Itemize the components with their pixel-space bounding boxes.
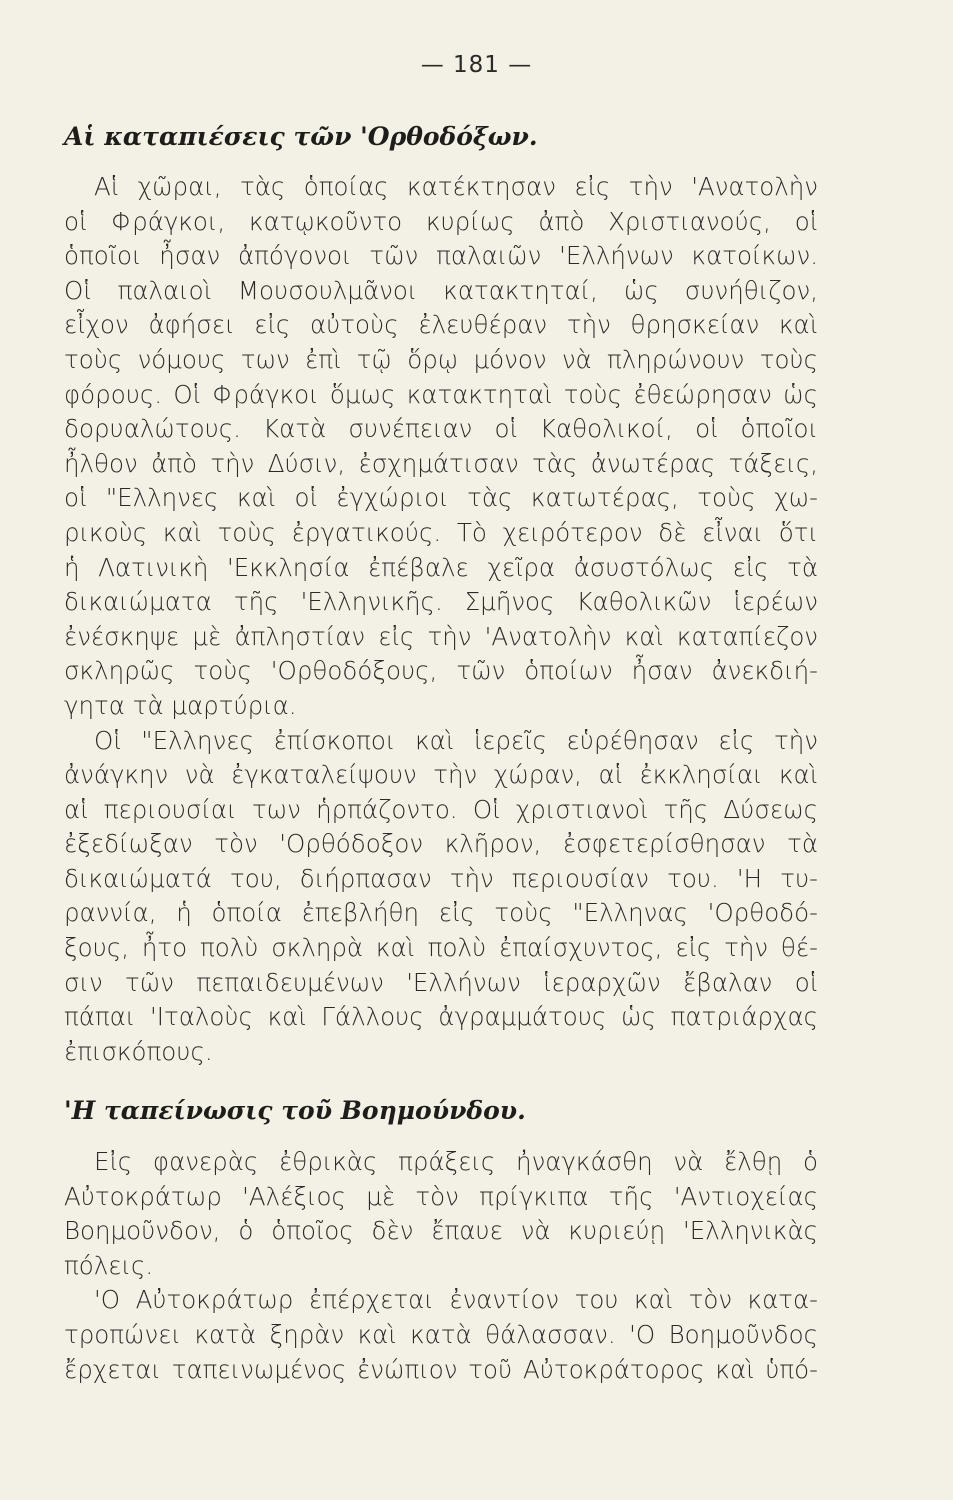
text-line: ἦλθον ἀπὸ τὴν Δύσιν, ἐσχημάτισαν τὰς ἀνωτέρας τάξεις, xyxy=(64,448,818,478)
text-line: οἱ "Ελληνες καὶ οἱ ἐγχώριοι τὰς κατωτέρας, τοὺς χω- xyxy=(64,483,818,513)
text-line: οἱ Φράγκοι, κατῳκοῦντο κυρίως ἀπὸ Χριστιανούς, οἱ xyxy=(64,206,818,236)
text-line: Εἰς φανερὰς ἐθρικὰς πράξεις ἠναγκάσθη νὰ ἔλθῃ ὁ xyxy=(94,1147,818,1176)
text-line: ἐξεδίωξαν τὸν 'Ορθόδοξον κλῆρον, ἐσφετερίσθησαν τὰ xyxy=(64,829,818,859)
text-line: ὁποῖοι ἦσαν ἀπόγονοι τῶν παλαιῶν 'Ελλήνων κατοίκων. xyxy=(64,241,818,271)
section-body-humiliation xyxy=(64,1145,818,1387)
text-line: πάπαι 'Ιταλοὺς καὶ Γάλλους ἀγραμμάτους ὡς πατριάρχας xyxy=(64,1002,818,1032)
text-line: φόρους. Οἱ Φράγκοι ὅμως κατακτηταὶ τοὺς ἐθεώρησαν ὡς xyxy=(64,379,818,409)
text-line: δικαιώματα τῆς 'Ελληνικῆς. Σμῆνος Καθολικῶν ἱερέων xyxy=(64,587,818,617)
text-line: Βοημοῦνδον, ὁ ὁποῖος δὲν ἔπαυε νὰ κυριεύῃ 'Ελληνικὰς xyxy=(64,1216,818,1246)
text-line: ἔρχεται ταπεινωμένος ἐνώπιον τοῦ Αὐτοκράτορος καὶ ὑπό- xyxy=(64,1354,818,1384)
text-line: εἶχον ἀφήσει εἰς αὐτοὺς ἐλευθέραν τὴν θρησκείαν καὶ xyxy=(64,310,818,340)
text-line: ἐπισκόπους. xyxy=(64,1036,213,1066)
text-line: ρικοὺς καὶ τοὺς ἐργατικούς. Τὸ χειρότερον δὲ εἶναι ὅτι xyxy=(64,517,818,547)
text-line: Οἱ παλαιοὶ Μουσουλμᾶνοι κατακτηταί, ὡς συνήθιζον, xyxy=(64,275,818,305)
text-line: τροπώνει κατὰ ξηρὰν καὶ κατὰ θάλασσαν. 'Ο Βοημοῦνδος xyxy=(64,1319,818,1349)
text-line: σκληρῶς τοὺς 'Ορθοδόξους, τῶν ὁποίων ἦσαν ἀνεκδιή- xyxy=(64,656,818,686)
text-line: Αὐτοκράτωρ 'Αλέξιος μὲ τὸν πρίγκιπα τῆς 'Αντιοχείας xyxy=(64,1181,818,1211)
text-line: Αἱ χῶραι, τὰς ὁποίας κατέκτησαν εἰς τὴν 'Ανατολὴν xyxy=(94,172,818,201)
text-line: τοὺς νόμους των ἐπὶ τῷ ὅρῳ μόνον νὰ πληρώνουν τοὺς xyxy=(64,344,818,374)
page-number: — 181 — xyxy=(420,52,533,78)
text-line: ραννία, ἡ ὁποία ἐπεβλήθη εἰς τοὺς "Ελληνας 'Ορθοδό- xyxy=(64,898,818,928)
text-line: 'Ο Αὐτοκράτωρ ἐπέρχεται ἐναντίον του καὶ τὸν κατα- xyxy=(94,1285,818,1315)
text-line: πόλεις. xyxy=(64,1250,154,1280)
text-line: ξους, ἦτο πολὺ σκληρὰ καὶ πολὺ ἐπαίσχυντος, εἰς τὴν θέ- xyxy=(64,933,818,963)
section-body-oppression xyxy=(64,170,818,1069)
section-heading-oppression: Αἱ καταπιέσεις τῶν 'Ορθοδόξων. xyxy=(64,122,538,151)
text-line: ἐνέσκηψε μὲ ἀπληστίαν εἰς τὴν 'Ανατολὴν καὶ καταπίεζον xyxy=(64,621,818,651)
text-line: σιν τῶν πεπαιδευμένων 'Ελλήνων ἱεραρχῶν ἔβαλαν οἱ xyxy=(64,967,818,997)
text-line: ἡ Λατινικὴ 'Εκκλησία ἐπέβαλε χεῖρα ἀσυστόλως εἰς τὰ xyxy=(64,552,818,582)
text-line: αἱ περιουσίαι των ἡρπάζοντο. Οἱ χριστιανοὶ τῆς Δύσεως xyxy=(64,794,818,824)
text-line: δικαιώματά του, διήρπασαν τὴν περιουσίαν του. 'Η τυ- xyxy=(64,863,818,893)
text-line: Οἱ "Ελληνες ἐπίσκοποι καὶ ἱερεῖς εὑρέθησαν εἰς τὴν xyxy=(94,725,818,755)
section-heading-humiliation: 'Η ταπείνωσις τοῦ Βοημούνδου. xyxy=(64,1096,526,1125)
text-line: γητα τὰ μαρτύρια. xyxy=(64,690,297,720)
text-line: ἀνάγκην νὰ ἐγκαταλείψουν τὴν χώραν, αἱ ἐκκλησίαι καὶ xyxy=(64,760,818,790)
text-line: δορυαλώτους. Κατὰ συνέπειαν οἱ Καθολικοί, οἱ ὁποῖοι xyxy=(64,414,818,444)
